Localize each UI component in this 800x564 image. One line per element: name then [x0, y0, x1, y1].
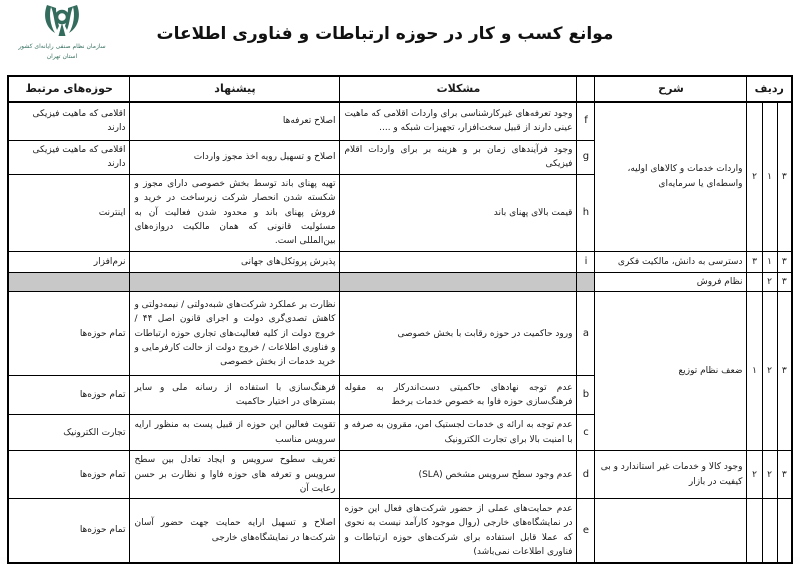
problem-cell: ورود حاکمیت در حوزه رقابت با بخش خصوصی	[340, 292, 577, 376]
problem-cell: عدم توجه نهادهای حاکمیتی دست‌اندرکار به مقوله فرهنگ‌سازی حوزه فاوا به خصوص خدمات برخط	[340, 376, 577, 415]
problem-cell: عدم وجود سطح سرویس مشخص (SLA)	[340, 451, 577, 499]
description-cell	[595, 499, 747, 563]
row-number-cell: ۳	[777, 251, 792, 272]
letter-cell	[577, 272, 595, 291]
row-number-cell	[777, 499, 792, 563]
suggestion-cell: اصلاح تعرفه‌ها	[130, 102, 340, 141]
letter-cell: f	[577, 102, 595, 141]
row-number-cell	[747, 272, 762, 291]
row-number-cell: ۱	[747, 292, 762, 451]
problem-cell: عدم حمایت‌های عملی از حضور شرکت‌های فعال این حوزه در نمایشگاه‌های خارجی (روال موجود کارآمد نیست به نحوی که عملا قابل استفاده برای شرکت‌های حوزه ارتباطات و فناوری اطلاعات نمی‌باشد)	[340, 499, 577, 563]
suggestion-cell	[130, 272, 340, 291]
related-area-cell: اقلامی که ماهیت فیزیکی دارند	[8, 141, 130, 175]
organization-province: استان تهران	[46, 53, 78, 60]
related-area-cell: تمام حوزه‌ها	[8, 499, 130, 563]
description-cell: دسترسی به دانش، مالکیت فکری	[595, 251, 747, 272]
column-header-row-number: ردیف	[747, 76, 792, 102]
letter-cell: d	[577, 451, 595, 499]
related-area-cell: تجارت الکترونیک	[8, 415, 130, 451]
row-number-cell	[762, 499, 777, 563]
row-number-cell: ۲	[747, 451, 762, 499]
row-number-cell: ۳	[777, 272, 792, 291]
suggestion-cell: اصلاح و تسهیل ارایه حمایت جهت حضور آسان شرکت‌ها در نمایشگاه‌های خارجی	[130, 499, 340, 563]
column-header-suggestion: پیشنهاد	[130, 76, 340, 102]
related-area-cell: اینترنت	[8, 174, 130, 251]
description-cell: واردات خدمات و کالاهای اولیه، واسطه‌ای یا سرمایه‌ای	[595, 102, 747, 252]
suggestion-cell: نظارت بر عملکرد شرکت‌های شبه‌دولتی / نیمه‌دولتی و کاهش تصدی‌گری دولت و اجرای قانون اصل ۴۴ / خروج دولت از کلیه فعالیت‌های تجاری حوزه ارتباطات و فناوری اطلاعات / خروج دولت از حالت کارفرمایی و خرید خدمات از بخش خصوصی	[130, 292, 340, 376]
letter-cell: i	[577, 251, 595, 272]
suggestion-cell: تهیه پهنای باند توسط بخش خصوصی دارای مجوز و شکسته شدن انحصار شرکت زیرساخت در خرید و فروش پهنای باند و محدود شدن فعالیت آن به مسئولیت قانونی که همان مالکیت دروازه‌های بین‌المللی است.	[130, 174, 340, 251]
table-row-d	[8, 451, 792, 499]
suggestion-cell: تعریف سطوح سرویس و ایجاد تعادل بین سطح سرویس و تعرفه های حوزه فاوا و نظارت بر حسن رعایت آن	[130, 451, 340, 499]
related-area-cell: تمام حوزه‌ها	[8, 376, 130, 415]
letter-cell: e	[577, 499, 595, 563]
letter-cell: h	[577, 174, 595, 251]
problem-cell	[340, 272, 577, 291]
problem-cell: وجود تعرفه‌های غیرکارشناسی برای واردات اقلامی که ماهیت عینی دارند از قبیل سخت‌افزار، تجهیزات شبکه و ....	[340, 102, 577, 141]
suggestion-cell: تقویت فعالین این حوزه از قبیل پست به منظور ارایه سرویس مناسب	[130, 415, 340, 451]
description-cell: ضعف نظام توزیع	[595, 292, 747, 451]
section-divider-row	[8, 272, 792, 291]
row-number-cell: ۲	[762, 292, 777, 451]
suggestion-cell: فرهنگ‌سازی با استفاده از رسانه ملی و سایر بسترهای در اختیار حاکمیت	[130, 376, 340, 415]
related-area-cell: تمام حوزه‌ها	[8, 292, 130, 376]
related-area-cell: نرم‌افزار	[8, 251, 130, 272]
tulip-emblem-icon	[42, 5, 82, 41]
row-number-cell: ۳	[777, 292, 792, 451]
row-number-cell	[747, 499, 762, 563]
suggestion-cell: اصلاح و تسهیل رویه اخذ مجوز واردات	[130, 141, 340, 175]
letter-cell: b	[577, 376, 595, 415]
row-number-cell: ۳	[777, 451, 792, 499]
organization-logo	[8, 5, 116, 61]
row-number-cell: ۲	[762, 451, 777, 499]
row-number-cell: ۱	[762, 251, 777, 272]
column-header-letter	[577, 76, 595, 102]
barriers-table	[7, 75, 793, 564]
letter-cell: c	[577, 415, 595, 451]
organization-name: سازمان نظام صنفی رایانه‌ای کشور	[18, 43, 106, 50]
table-row-a	[8, 292, 792, 376]
problem-cell	[340, 251, 577, 272]
column-header-description: شرح	[595, 76, 747, 102]
row-number-cell: ۲	[762, 272, 777, 291]
row-number-cell: ۳	[747, 251, 762, 272]
table-row-f	[8, 102, 792, 141]
row-number-cell: ۲	[747, 102, 762, 252]
letter-cell: g	[577, 141, 595, 175]
problem-cell: عدم توجه به ارائه ی خدمات لجستیک امن، مقرون به صرفه و با امنیت بالا برای تجارت الکترونیک	[340, 415, 577, 451]
column-header-problems: مشکلات	[340, 76, 577, 102]
suggestion-cell: پذیرش پروتکل‌های جهانی	[130, 251, 340, 272]
problem-cell: قیمت بالای پهنای باند	[340, 174, 577, 251]
related-area-cell	[8, 272, 130, 291]
table-header-row	[8, 76, 792, 102]
row-number-cell: ۳	[777, 102, 792, 252]
letter-cell: a	[577, 292, 595, 376]
description-cell: وجود کالا و خدمات غیر استاندارد و بی کیفیت در بازار	[595, 451, 747, 499]
column-header-related-areas: حوزه‌های مرتبط	[8, 76, 130, 102]
section-title-cell: نظام فروش	[595, 272, 747, 291]
page-title: موانع کسب و کار در حوزه ارتباطات و فناوری اطلاعات	[156, 24, 614, 44]
row-number-cell: ۱	[762, 102, 777, 252]
table-row-i	[8, 251, 792, 272]
table-row-e	[8, 499, 792, 563]
related-area-cell: تمام حوزه‌ها	[8, 451, 130, 499]
problem-cell: وجود فرآیندهای زمان بر و هزینه بر برای واردات اقلام فیزیکی	[340, 141, 577, 175]
related-area-cell: اقلامی که ماهیت فیزیکی دارند	[8, 102, 130, 141]
